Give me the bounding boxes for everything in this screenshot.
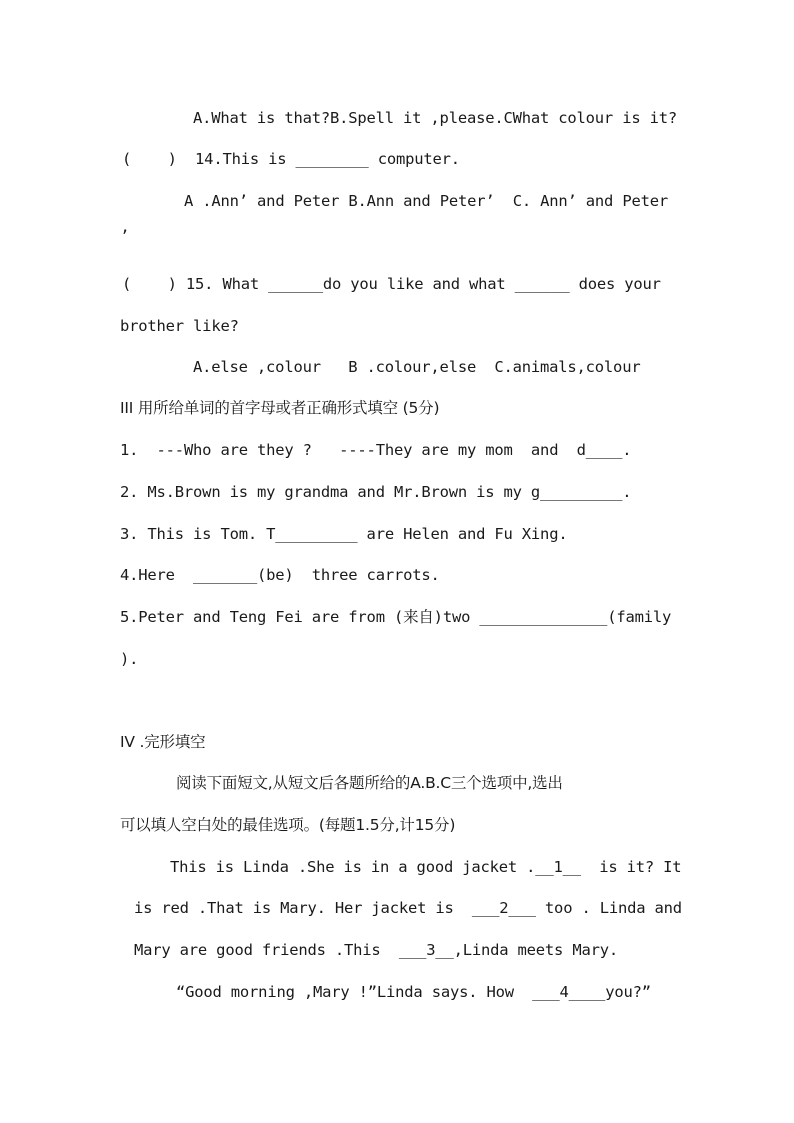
passage-line: “Good morning ,Mary !”Linda says. How ___4____you?” bbox=[176, 983, 651, 1001]
q14-options: A .Ann’ and Peter B.Ann and Peter’ C. Ann’ and Peter bbox=[184, 192, 668, 210]
section3-heading: III 用所给单词的首字母或者正确形式填空 (5分) bbox=[120, 399, 440, 417]
q15-options: A.else ,colour B .colour,else C.animals,colour bbox=[193, 358, 641, 376]
q15-stem: ( ) 15. What ______do you like and what ______ does your bbox=[122, 275, 661, 293]
passage-line: Mary are good friends .This ___3__,Linda meets Mary. bbox=[134, 941, 618, 959]
section4-heading: IV .完形填空 bbox=[120, 733, 206, 751]
section3-item: 1. ---Who are they ? ----They are my mom and d____. bbox=[120, 441, 632, 459]
q15-stem-cont: brother like? bbox=[120, 317, 239, 335]
section3-item: 4.Here _______(be) three carrots. bbox=[120, 566, 440, 584]
section3-item: 5.Peter and Teng Fei are from (来自)two ______________(family bbox=[120, 608, 672, 626]
section4-instructions-cont: 可以填人空白处的最佳选项。(每题1.5分,计15分) bbox=[120, 816, 456, 834]
section3-item-cont: ). bbox=[120, 650, 139, 668]
passage-line: This is Linda .She is in a good jacket .__1__ is it? It bbox=[170, 858, 682, 876]
q13-options: A.What is that?B.Spell it ,please.CWhat colour is it? bbox=[193, 109, 677, 127]
passage-line: is red .That is Mary. Her jacket is ___2___ too . Linda and bbox=[134, 899, 682, 917]
section3-item: 3. This is Tom. T_________ are Helen and Fu Xing. bbox=[120, 525, 568, 543]
q14-stem: ( ) 14.This is ________ computer. bbox=[122, 150, 460, 168]
q14-options-cont: ’ bbox=[120, 227, 130, 245]
section4-instructions: 阅读下面短文,从短文后各题所给的A.B.C三个选项中,选出 bbox=[176, 774, 563, 792]
section3-item: 2. Ms.Brown is my grandma and Mr.Brown is my g_________. bbox=[120, 483, 632, 501]
